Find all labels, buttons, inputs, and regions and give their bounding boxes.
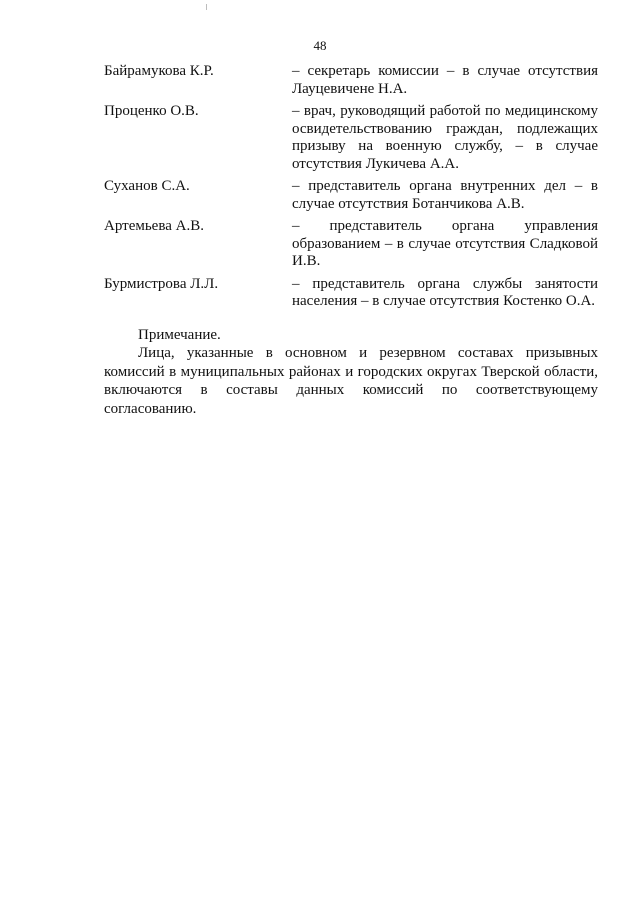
member-name: Суханов С.А. (104, 178, 190, 194)
member-role: – представитель органа управления образованием – в случае отсутствия Сладковой И.В. (292, 218, 598, 269)
page-number: 48 (313, 38, 327, 53)
note-section (104, 326, 598, 418)
member-role: – секретарь комиссии – в случае отсутствия Лауцевичене Н.А. (292, 63, 598, 97)
member-name: Артемьева А.В. (104, 218, 204, 234)
member-name: Байрамукова К.Р. (104, 63, 214, 79)
member-name: Проценко О.В. (104, 103, 199, 119)
member-role: – врач, руководящий работой по медицинскому освидетельствованию граждан, подлежащих призыву на военную службу, – в случае отсутствия Лукичева А.А. (292, 103, 598, 172)
member-row (104, 178, 598, 213)
note-text: Лица, указанные в основном и резервном составах призывных комиссий в муниципальных районах и городских округах Тверской области, включаются в составы данных комиссий по соответствующему согласованию. (104, 345, 598, 417)
member-row (104, 63, 598, 98)
note-title: Примечание. (138, 327, 221, 343)
member-row (104, 276, 598, 311)
member-role: – представитель органа внутренних дел – в случае отсутствия Ботанчикова А.В. (292, 178, 598, 212)
member-role: – представитель органа службы занятости населения – в случае отсутствия Костенко О.А. (292, 275, 598, 309)
member-row (104, 103, 598, 173)
scan-mark (206, 4, 207, 10)
member-row (104, 218, 598, 271)
commission-members-list (104, 63, 598, 316)
member-name: Бурмистрова Л.Л. (104, 275, 219, 292)
